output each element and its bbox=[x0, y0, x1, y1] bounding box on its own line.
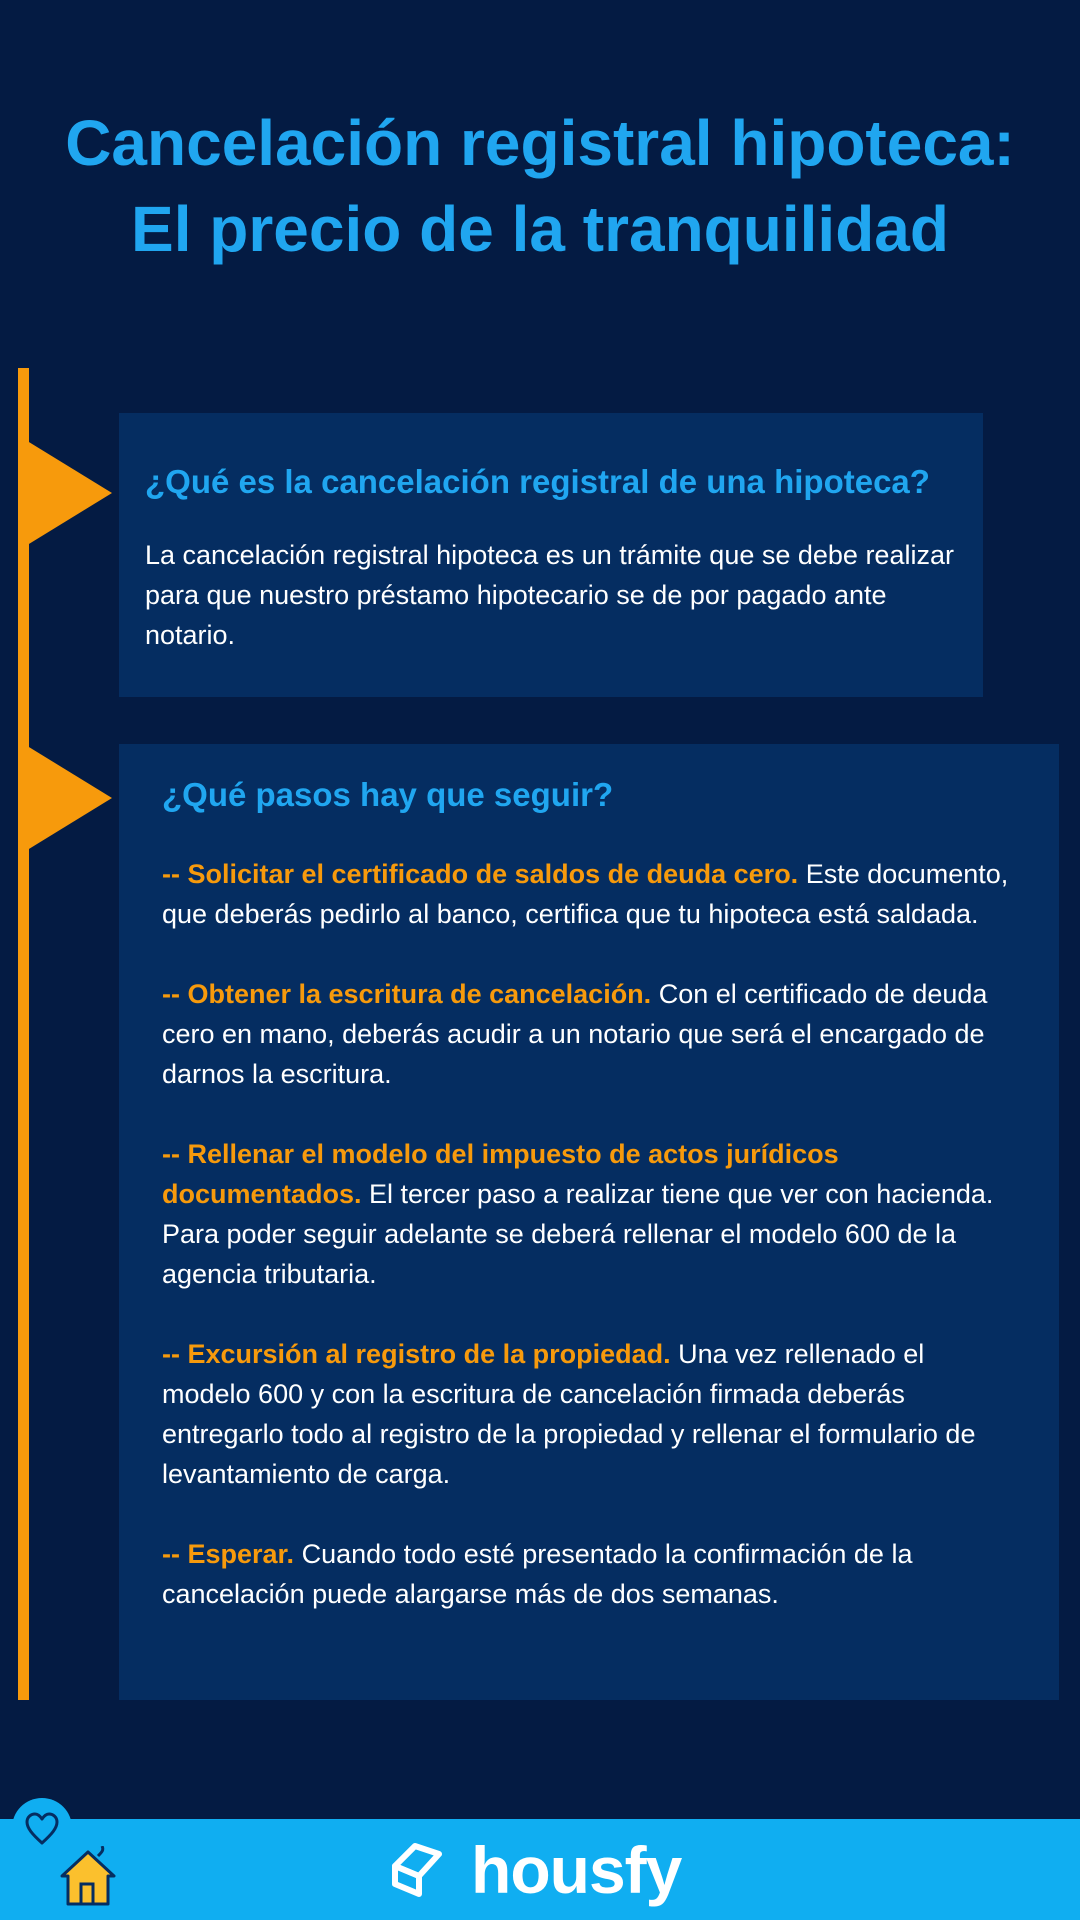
step-item bbox=[162, 974, 1015, 1094]
timeline-line bbox=[18, 368, 29, 1700]
step-text: Una vez rellenado el modelo 600 y con la escritura de cancelación firmada deberás entregarlo todo al registro de la propiedad y rellenar el formulario de levantamiento de carga. bbox=[162, 1339, 976, 1489]
step-lead: -- Solicitar el certificado de saldos de deuda cero. bbox=[162, 859, 799, 889]
timeline-marker-2 bbox=[24, 744, 112, 852]
brand[interactable] bbox=[385, 1830, 681, 1910]
step-item bbox=[162, 1134, 1015, 1294]
step-item bbox=[162, 1534, 1015, 1614]
definition-heading: ¿Qué es la cancelación registral de una hipoteca? bbox=[145, 463, 930, 500]
page-title bbox=[60, 100, 1020, 272]
house-icon bbox=[58, 1846, 118, 1911]
timeline-marker-1 bbox=[24, 439, 112, 547]
housfy-logo-icon bbox=[385, 1836, 449, 1905]
step-item bbox=[162, 1334, 1015, 1494]
title-line-2: El precio de la tranquilidad bbox=[131, 193, 949, 265]
step-lead: -- Excursión al registro de la propiedad. bbox=[162, 1339, 671, 1369]
definition-card bbox=[119, 413, 983, 697]
step-text: Este documento, que deberás pedirlo al banco, certifica que tu hipoteca está saldada. bbox=[162, 859, 1009, 929]
step-text: Cuando todo esté presentado la confirmación de la cancelación puede alargarse más de dos semanas. bbox=[162, 1539, 913, 1609]
step-lead: -- Rellenar el modelo del impuesto de actos jurídicos documentados. bbox=[162, 1139, 839, 1209]
definition-body: La cancelación registral hipoteca es un trámite que se debe realizar para que nuestro préstamo hipotecario se de por pagado ante notario. bbox=[145, 540, 954, 650]
steps-heading: ¿Qué pasos hay que seguir? bbox=[162, 776, 614, 813]
step-lead: -- Esperar. bbox=[162, 1539, 295, 1569]
step-lead: -- Obtener la escritura de cancelación. bbox=[162, 979, 652, 1009]
title-line-1: Cancelación registral hipoteca: bbox=[65, 107, 1015, 179]
step-text: El tercer paso a realizar tiene que ver con hacienda. Para poder seguir adelante se deberá rellenar el modelo 600 de la agencia tributaria. bbox=[162, 1179, 994, 1289]
steps-list bbox=[162, 854, 1015, 1614]
step-item bbox=[162, 854, 1015, 934]
step-text: Con el certificado de deuda cero en mano, deberás acudir a un notario que será el encargado de darnos la escritura. bbox=[162, 979, 988, 1089]
steps-card bbox=[119, 744, 1059, 1700]
brand-name: housfy bbox=[471, 1833, 682, 1907]
